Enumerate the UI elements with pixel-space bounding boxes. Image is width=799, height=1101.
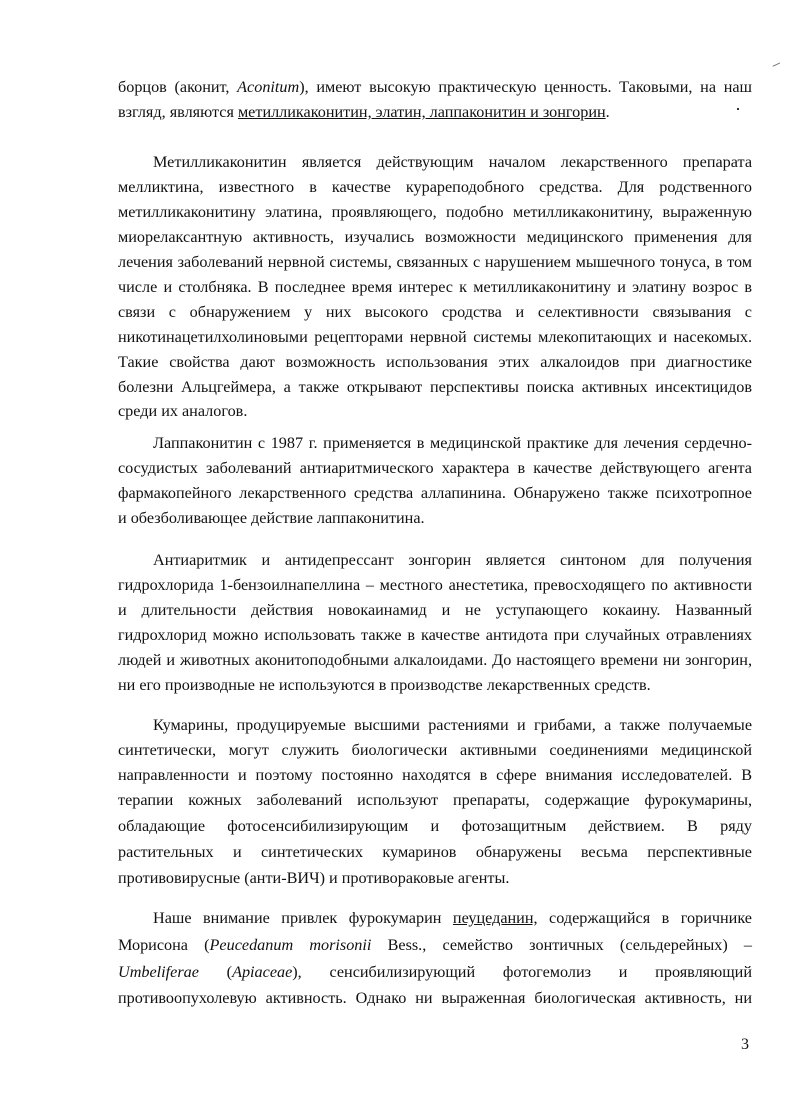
text-span: . [605,103,610,121]
text-span: терапии кожных заболеваний используют препараты, содержащие фурокумарины, [118,791,752,809]
underlined-text: метилликаконитин, элатин, лаппаконитин и зонгорин [237,103,606,121]
text-span: людей и животных аконитоподобными алкалоидами. До настоящего времени ни зонгорин, [118,651,752,669]
text-span: противоопухолевую активность. Однако ни выраженная биологическая активность, ни [118,989,752,1007]
text-span: растительных и синтетических кумаринов обнаружены весьма перспективные [118,843,752,861]
text-line [118,790,752,810]
text-line [118,202,752,222]
text-span: синтетически, могут служить биологически активными соединениями медицинской [118,741,752,759]
italic-text: Peucedanum morisonii [209,936,372,954]
text-span: никотинацетилхолиновыми рецепторами нервной системы млекопитающих и насекомых. [118,328,752,346]
text-span: Кумарины, продуцируемые высшими растениями и грибами, а также получаемые [153,716,752,734]
text-span: ( [198,963,233,981]
text-line [153,550,752,570]
text-line [118,302,752,322]
scan-mark [773,62,782,69]
text-line [153,715,752,735]
text-span: метилликаконитину элатина, проявляющего, подобно метилликаконитину, выраженную [118,203,752,221]
text-line [118,508,752,528]
text-span: противовирусные (анти-ВИЧ) и противораковые агенты. [118,869,510,887]
italic-text: Apiaceae [232,963,293,981]
text-line [118,740,752,760]
text-line [118,675,752,695]
text-span: среди их аналогов. [118,402,248,420]
text-line [118,816,752,836]
text-span: взгляд, являются [118,103,238,121]
text-line [118,352,752,372]
text-span: сосудистых заболеваний антиаритмического характера в качестве действующего агента [118,459,752,477]
text-line [118,765,752,785]
text-line [118,962,752,982]
text-line [118,458,752,478]
text-span: Морисона ( [118,936,210,954]
text-line [118,377,752,397]
text-line [118,102,752,122]
text-span: и обезболивающее действие лаппаконитина. [118,509,425,527]
text-line [153,908,752,928]
text-span: Антиаритмик и антидепрессант зонгорин является синтоном для получения [153,551,752,569]
text-span: связи с обнаружением у них высокого сродства и селективности связывания с [118,303,752,321]
text-span: миорелаксантную активность, изучались возможности медицинского применения для [118,228,752,246]
text-line [118,483,752,503]
text-line [118,401,752,421]
text-span: Такие свойства дают возможность использования этих алкалоидов при диагностике [118,353,752,371]
text-span: ), имеют высокую практическую ценность. Таковыми, на наш [299,78,753,96]
text-span: гидрохлорид можно использовать также в качестве антидота при случайных отравлениях [118,626,752,644]
text-span: Лаппаконитин с 1987 г. применяется в медицинской практике для лечения сердечно- [153,434,752,452]
page-number: 3 [741,1036,749,1053]
text-span: Метилликаконитин является действующим началом лекарственного препарата [153,153,752,171]
text-span: направленности и поэтому постоянно находятся в сфере внимания исследователей. В [118,766,752,784]
text-span: обладающие фотосенсибилизирующим и фотозащитным действием. В ряду [118,817,752,835]
text-line [118,177,752,197]
text-span: гидрохлорида 1-бензоилнапеллина – местного анестетика, превосходящего по активности [118,576,752,594]
text-span: Bess., семейство зонтичных (сельдерейных) – [371,936,753,954]
text-span: борцов (аконит, [118,78,238,96]
text-span: Наше внимание привлек фурокумарин [153,909,453,927]
text-line [153,433,752,453]
text-line [118,327,752,347]
italic-text: Umbeliferae [118,963,199,981]
text-line [118,277,752,297]
italic-text: Aconitum [237,78,300,96]
text-line [118,252,752,272]
text-line [118,988,752,1008]
text-line [118,842,752,862]
text-span: ), сенсибилизирующий фотогемолиз и проявляющий [292,963,753,981]
text-span: лечения заболеваний нервной системы, связанных с нарушением мышечного тонуса, в том [118,253,752,271]
text-span: фармакопейного лекарственного средства аллапинина. Обнаружено также психотропное [118,484,752,502]
underlined-text: пеуцеданин, [452,909,538,927]
text-line [118,575,752,595]
text-span: и длительности действия новокаинамид и не уступающего кокаину. Названный [118,601,752,619]
text-line [118,77,752,97]
text-line [118,625,752,645]
text-span: мелликтина, известного в качестве курареподобного средства. Для родственного [118,178,752,196]
text-span: содержащийся в горичнике [537,909,752,927]
text-line [118,600,752,620]
text-line [118,227,752,247]
text-span: числе и столбняка. В последнее время интерес к метилликаконитину и элатину возрос в [118,278,752,296]
text-line [118,650,752,670]
text-line [153,152,752,172]
text-line [118,868,752,888]
text-span: болезни Альцгеймера, а также открывают перспективы поиска активных инсектицидов [118,378,752,396]
text-line [118,935,752,955]
text-span: ни его производные не используются в производстве лекарственных средств. [118,676,651,694]
